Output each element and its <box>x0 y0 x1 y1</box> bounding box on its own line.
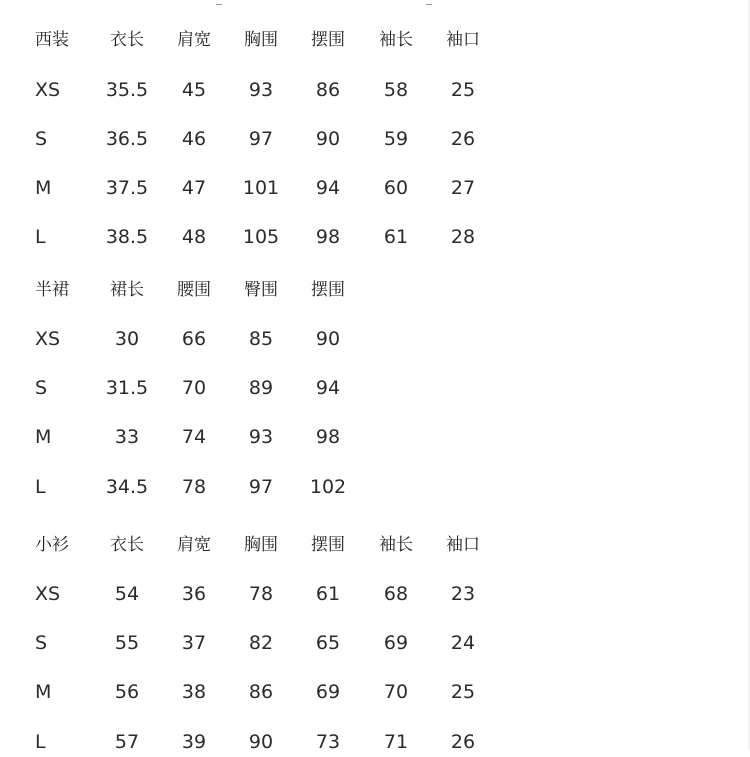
measurement-cell: 26 <box>450 128 476 150</box>
measurement-cell: 23 <box>450 583 476 605</box>
table-row <box>0 124 750 154</box>
measurement-cell: 38 <box>181 681 207 703</box>
column-header-cell: 腰围 <box>177 280 211 300</box>
measurement-cell: 26 <box>450 731 476 753</box>
table-row <box>0 422 750 452</box>
measurement-cell: 68 <box>383 583 409 605</box>
measurement-cell: 98 <box>315 226 341 248</box>
measurement-cell: 97 <box>248 476 274 498</box>
measurement-cell: 69 <box>315 681 341 703</box>
measurement-cell: 37.5 <box>105 177 149 199</box>
measurement-cell: 86 <box>315 79 341 101</box>
measurement-cell: 74 <box>181 426 207 448</box>
size-label-cell: XS <box>35 328 61 350</box>
table-row <box>0 727 750 757</box>
measurement-cell: 70 <box>383 681 409 703</box>
table-header-row <box>0 530 750 560</box>
measurement-cell: 45 <box>181 79 207 101</box>
measurement-cell: 78 <box>248 583 274 605</box>
measurement-cell: 38.5 <box>105 226 149 248</box>
measurement-cell: 86 <box>248 681 274 703</box>
measurement-cell: 78 <box>181 476 207 498</box>
table-row <box>0 75 750 105</box>
measurement-cell: 93 <box>248 426 274 448</box>
column-header-cell: 衣长 <box>110 535 144 555</box>
table-header-row <box>0 25 750 55</box>
measurement-cell: 102 <box>309 476 347 498</box>
measurement-cell: 46 <box>181 128 207 150</box>
measurement-cell: 35.5 <box>105 79 149 101</box>
column-header-cell: 衣长 <box>110 30 144 50</box>
measurement-cell: 34.5 <box>105 476 149 498</box>
measurement-cell: 61 <box>383 226 409 248</box>
column-header-cell: 肩宽 <box>177 535 211 555</box>
table-row <box>0 628 750 658</box>
size-label-cell: XS <box>35 79 61 101</box>
measurement-cell: 85 <box>248 328 274 350</box>
measurement-cell: 57 <box>114 731 140 753</box>
size-label-cell: XS <box>35 583 61 605</box>
table-title-cell: 西装 <box>35 30 69 50</box>
measurement-cell: 70 <box>181 377 207 399</box>
table-row <box>0 677 750 707</box>
table-row <box>0 222 750 252</box>
measurement-cell: 71 <box>383 731 409 753</box>
table-header-row <box>0 275 750 305</box>
measurement-cell: 39 <box>181 731 207 753</box>
column-header-cell: 胸围 <box>244 30 278 50</box>
measurement-cell: 94 <box>315 377 341 399</box>
measurement-cell: 73 <box>315 731 341 753</box>
measurement-cell: 25 <box>450 79 476 101</box>
measurement-cell: 54 <box>114 583 140 605</box>
measurement-cell: 69 <box>383 632 409 654</box>
measurement-cell: 25 <box>450 681 476 703</box>
cropped-mark <box>426 0 432 5</box>
size-label-cell: M <box>35 426 52 448</box>
measurement-cell: 60 <box>383 177 409 199</box>
table-row <box>0 324 750 354</box>
measurement-cell: 24 <box>450 632 476 654</box>
measurement-cell: 93 <box>248 79 274 101</box>
size-label-cell: L <box>35 226 46 248</box>
measurement-cell: 105 <box>242 226 280 248</box>
measurement-cell: 82 <box>248 632 274 654</box>
size-label-cell: M <box>35 681 52 703</box>
size-label-cell: S <box>35 128 48 150</box>
table-row <box>0 472 750 502</box>
measurement-cell: 97 <box>248 128 274 150</box>
measurement-cell: 65 <box>315 632 341 654</box>
table-row <box>0 579 750 609</box>
column-header-cell: 臀围 <box>244 280 278 300</box>
measurement-cell: 98 <box>315 426 341 448</box>
column-header-cell: 肩宽 <box>177 30 211 50</box>
measurement-cell: 90 <box>248 731 274 753</box>
size-label-cell: S <box>35 377 48 399</box>
measurement-cell: 56 <box>114 681 140 703</box>
measurement-cell: 33 <box>114 426 140 448</box>
table-title-cell: 小衫 <box>35 535 69 555</box>
measurement-cell: 27 <box>450 177 476 199</box>
measurement-cell: 90 <box>315 328 341 350</box>
measurement-cell: 90 <box>315 128 341 150</box>
size-label-cell: M <box>35 177 52 199</box>
measurement-cell: 36 <box>181 583 207 605</box>
measurement-cell: 36.5 <box>105 128 149 150</box>
size-label-cell: S <box>35 632 48 654</box>
table-title-cell: 半裙 <box>35 280 69 300</box>
cropped-mark <box>216 0 222 5</box>
measurement-cell: 31.5 <box>105 377 149 399</box>
column-header-cell: 胸围 <box>244 535 278 555</box>
measurement-cell: 66 <box>181 328 207 350</box>
table-row <box>0 173 750 203</box>
measurement-cell: 61 <box>315 583 341 605</box>
column-header-cell: 袖口 <box>446 535 480 555</box>
column-header-cell: 摆围 <box>311 280 345 300</box>
column-header-cell: 摆围 <box>311 535 345 555</box>
measurement-cell: 101 <box>242 177 280 199</box>
measurement-cell: 30 <box>114 328 140 350</box>
measurement-cell: 58 <box>383 79 409 101</box>
cropped-top-edge <box>0 0 750 6</box>
size-label-cell: L <box>35 731 46 753</box>
measurement-cell: 28 <box>450 226 476 248</box>
column-header-cell: 袖口 <box>446 30 480 50</box>
measurement-cell: 89 <box>248 377 274 399</box>
measurement-cell: 37 <box>181 632 207 654</box>
measurement-cell: 47 <box>181 177 207 199</box>
column-header-cell: 袖长 <box>379 535 413 555</box>
column-header-cell: 袖长 <box>379 30 413 50</box>
column-header-cell: 摆围 <box>311 30 345 50</box>
measurement-cell: 55 <box>114 632 140 654</box>
measurement-cell: 94 <box>315 177 341 199</box>
column-header-cell: 裙长 <box>110 280 144 300</box>
table-row <box>0 373 750 403</box>
measurement-cell: 48 <box>181 226 207 248</box>
measurement-cell: 59 <box>383 128 409 150</box>
size-label-cell: L <box>35 476 46 498</box>
